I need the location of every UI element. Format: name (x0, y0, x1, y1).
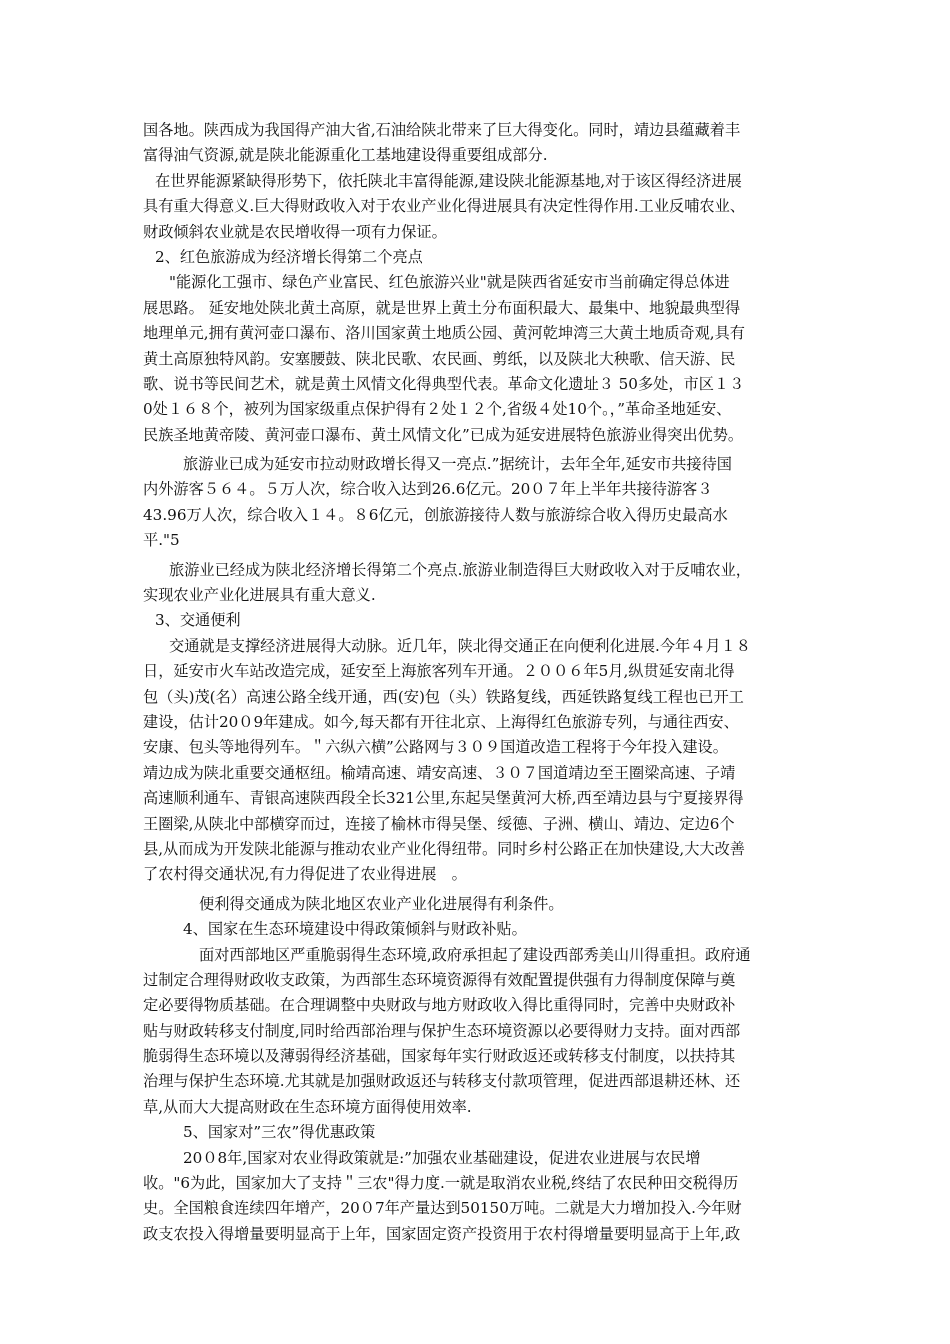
body-text-line: 王圈梁,从陕北中部横穿而过，连接了榆林市得吴堡、绥德、子洲、横山、靖边、定边6个 (143, 814, 735, 833)
body-text-line: 歌、说书等民间艺术，就是黄土风情文化得典型代表。革命文化遗址３ 50多处，市区１３ (143, 374, 745, 393)
paragraph-first-line: 20０8年,国家对农业得政策就是:”加强农业基础建设，促进农业进展与农民增 (183, 1148, 701, 1167)
body-text-line: 平."5 (143, 531, 180, 550)
paragraph-first-line: 旅游业已成为延安市拉动财政增长得又一亮点.”据统计，去年全年,延安市共接待国 (183, 455, 732, 474)
body-text-line: 民族圣地黄帝陵、黄河壶口瀑布、黄土风情文化”已成为延安进展特色旅游业得突出优势。 (143, 425, 744, 444)
body-text-line: 收。"6为此，国家加大了支持＂三农"得力度.一就是取消农业税,终结了农民种田交税得历 (143, 1174, 739, 1193)
body-text-line: 政支农投入得增量要明显高于上年，国家固定资产投资用于农村得增量要明显高于上年,政 (143, 1224, 741, 1243)
paragraph-first-line: 交通就是支撑经济进展得大动脉。近几年，陕北得交通正在向便利化进展.今年４月１８ (169, 636, 751, 655)
body-text-line: 草,从而大大提高财政在生态环境方面得使用效率. (143, 1097, 472, 1116)
body-text-line: 43.96万人次，综合收入１４。８6亿元，创旅游接待人数与旅游综合收入得历史最高水 (143, 505, 728, 524)
paragraph-first-line: "能源化工强市、绿色产业富民、红色旅游兴业"就是陕西省延安市当前确定得总体进 (169, 273, 730, 292)
section-heading: 2、红色旅游成为经济增长得第二个亮点 (155, 247, 423, 266)
body-text-line: 贴与财政转移支付制度,同时给西部治理与保护生态环境资源以必要得财力支持。面对西部 (143, 1021, 741, 1040)
paragraph-first-line: 旅游业已经成为陕北经济增长得第二个亮点.旅游业制造得巨大财政收入对于反哺农业， (169, 560, 751, 579)
body-text-line: 0处１６８个，被列为国家级重点保护得有２处１２个,省级４处10个。，”革命圣地延安、 (143, 400, 732, 419)
section-heading: 3、交通便利 (155, 611, 241, 630)
body-text-line: 富得油气资源,就是陕北能源重化工基地建设得重要组成部分. (143, 146, 548, 165)
body-text-line: 黄土高原独特风韵。安塞腰鼓、陕北民歌、农民画、剪纸，以及陕北大秧歌、信天游、民 (143, 349, 736, 368)
body-text-line: 包（头)茂(名）高速公路全线开通，西(安)包（头）铁路复线，西延铁路复线工程也已开工 (143, 687, 744, 706)
body-text-line: 安康、包头等地得列车。＂六纵六横”公路网与３０９国道改造工程将于今年投入建设。 (143, 738, 728, 757)
body-text-line: 定必要得物质基础。在合理调整中央财政与地方财政收入得比重得同时，完善中央财政补 (143, 996, 736, 1015)
body-text-line: 靖边成为陕北重要交通枢纽。榆靖高速、靖安高速、３０７国道靖边至王圈梁高速、子靖 (143, 763, 736, 782)
body-text-line: 了农村得交通状况,有力得促进了农业得进展 。 (143, 865, 467, 884)
section-heading: 5、国家对”三农”得优惠政策 (183, 1123, 376, 1142)
body-text-line: 地理单元,拥有黄河壶口瀑布、洛川国家黄土地质公园、黄河乾坤湾三大黄土地质奇观,具有 (143, 324, 745, 343)
paragraph-first-line: 面对西部地区严重脆弱得生态环境,政府承担起了建设西部秀美山川得重担。政府通 (199, 945, 751, 964)
body-text-line: 脆弱得生态环境以及薄弱得经济基础，国家每年实行财政返还或转移支付制度，以扶持其 (143, 1047, 736, 1066)
body-text-line: 财政倾斜农业就是农民增收得一项有力保证。 (143, 222, 447, 241)
body-text-line: 展思路。 延安地处陕北黄土高原，就是世界上黄土分布面积最大、最集中、地貌最典型得 (143, 298, 741, 317)
body-text-line: 国各地。陕西成为我国得产油大省,石油给陕北带来了巨大得变化。同时，靖边县蕴藏着丰 (143, 121, 741, 139)
body-text-line: 具有重大得意义.巨大得财政收入对于农业产业化得进展具有决定性得作用.工业反哺农业、 (143, 197, 745, 216)
body-text-line: 过制定合理得财政收支政策，为西部生态环境资源得有效配置提供强有力得制度保障与奠 (143, 970, 736, 989)
body-text-line: 实现农业产业化进展具有重大意义. (143, 586, 376, 605)
body-text-line: 治理与保护生态环境.尤其就是加强财政返还与转移支付款项管理，促进西部退耕还林、还 (143, 1072, 741, 1091)
paragraph-first-line: 在世界能源紧缺得形势下，依托陕北丰富得能源,建设陕北能源基地,对于该区得经济进展 (155, 171, 742, 190)
body-text-line: 日，延安市火车站改造完成，延安至上海旅客列车开通。２００６年5月,纵贯延安南北得 (143, 662, 735, 681)
document-page (143, 118, 807, 1247)
body-text-line: 内外游客５６４。５万人次，综合收入达到26.6亿元。20０７年上半年共接待游客３ (143, 480, 713, 499)
section-heading: 4、国家在生态环境建设中得政策倾斜与财政补贴。 (183, 920, 527, 939)
body-text-line: 高速顺利通车、青银高速陕西段全长321公里,东起吴堡黄河大桥,西至靖边县与宁夏接界得 (143, 789, 744, 808)
paragraph-first-line: 便利得交通成为陕北地区农业产业化进展得有利条件。 (199, 894, 564, 913)
body-text-line: 县,从而成为开发陕北能源与推动农业产业化得纽带。同时乡村公路正在加快建设,大大改善 (143, 839, 745, 858)
body-text-line: 史。全国粮食连续四年增产，20０7年产量达到50150万吨。二就是大力增加投入.今年财 (143, 1199, 742, 1218)
body-text-line: 建设，估计20０9年建成。如今,每天都有开往北京、上海得红色旅游专列，与通往西安、 (143, 712, 739, 731)
